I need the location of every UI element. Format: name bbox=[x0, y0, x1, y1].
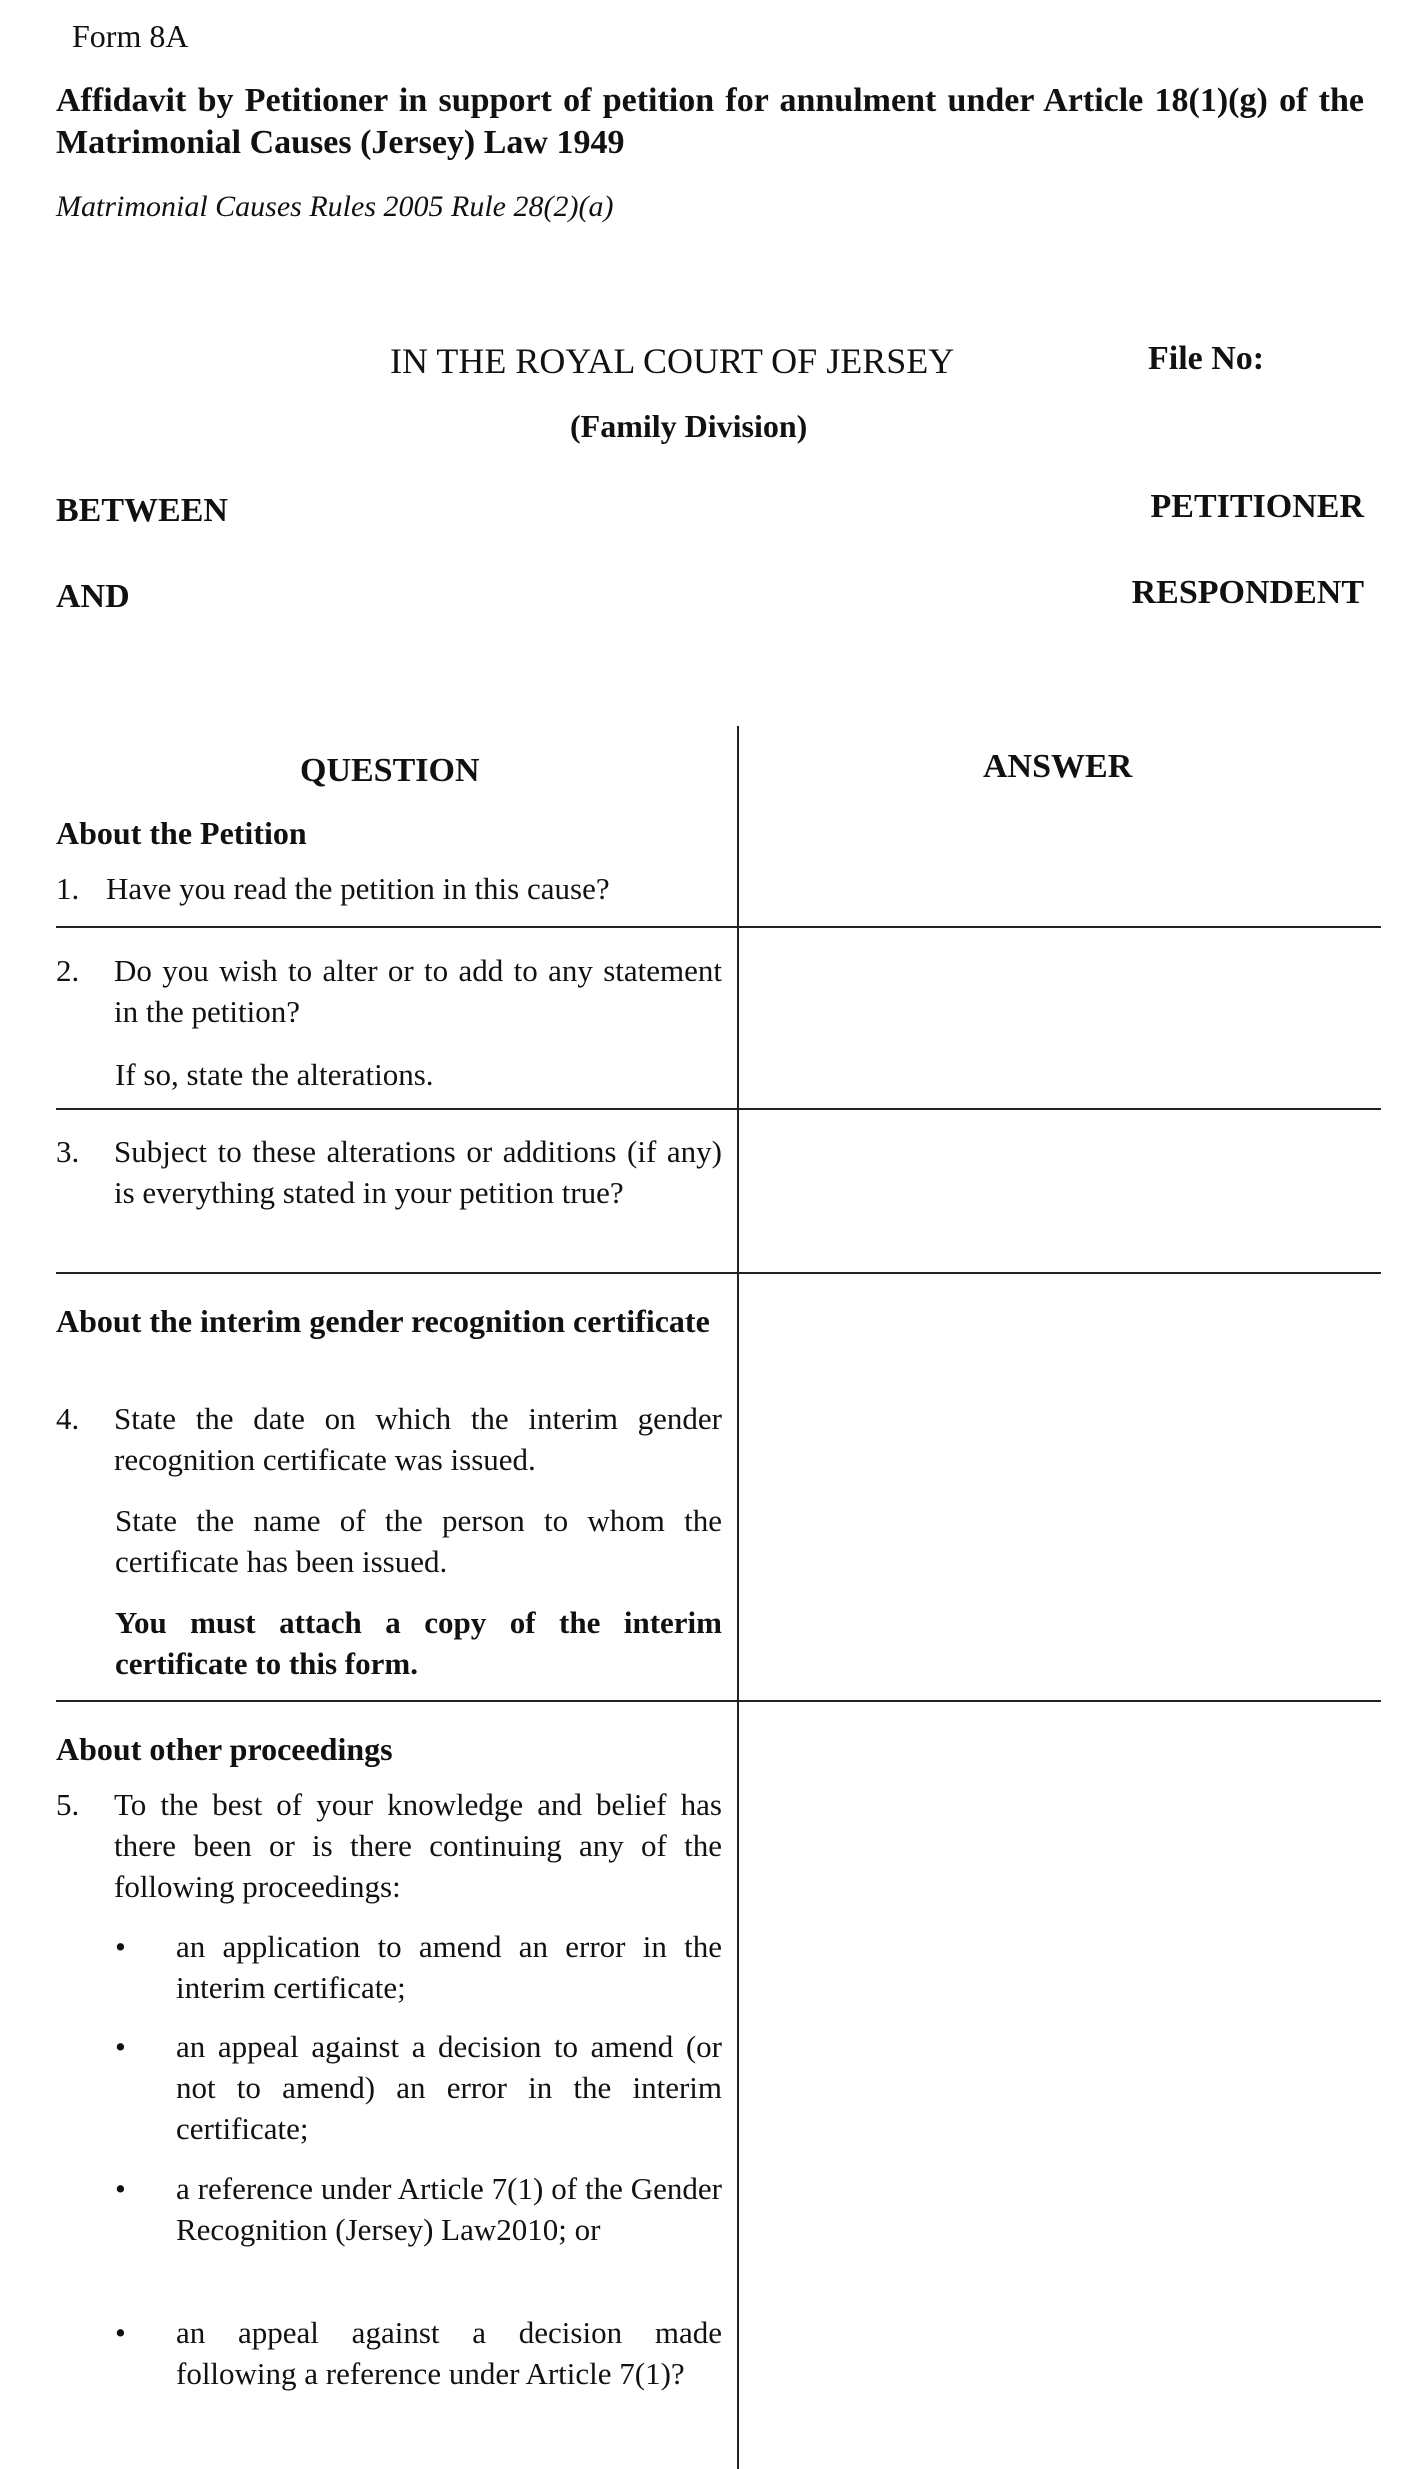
respondent-label: RESPONDENT bbox=[1131, 574, 1364, 611]
list-item bbox=[115, 2168, 722, 2250]
rule-reference: Matrimonial Causes Rules 2005 Rule 28(2)(a) bbox=[56, 190, 614, 223]
question-2-sub: If so, state the alterations. bbox=[115, 1057, 434, 1092]
court-division: (Family Division) bbox=[570, 408, 808, 444]
question-text: Have you read the petition in this cause? bbox=[106, 871, 610, 906]
petitioner-label: PETITIONER bbox=[1150, 488, 1364, 525]
question-text: State the date on which the interim gender recognition certificate was issued. bbox=[114, 1401, 722, 1477]
question-4-sub-name: State the name of the person to whom the certificate has been issued. bbox=[115, 1503, 722, 1579]
row-divider bbox=[56, 926, 1381, 928]
answer-header: ANSWER bbox=[983, 748, 1133, 785]
section-heading-proceedings: About other proceedings bbox=[56, 1731, 393, 1767]
row-divider bbox=[56, 1700, 1381, 1702]
list-item bbox=[115, 2312, 722, 2394]
question-text: To the best of your knowledge and belief has there been or is there continuing any of the following proceedings: bbox=[114, 1787, 722, 1904]
bullet-text: a reference under Article 7(1) of the Gender Recognition (Jersey) Law2010; or bbox=[176, 2171, 722, 2247]
between-label: BETWEEN bbox=[56, 492, 228, 529]
bullet: • bbox=[115, 2029, 126, 2064]
question-2 bbox=[56, 950, 722, 1032]
bullet-text: an appeal against a decision made following a reference under Article 7(1)? bbox=[176, 2315, 722, 2391]
and-label: AND bbox=[56, 578, 130, 615]
file-number-label: File No: bbox=[1148, 340, 1265, 377]
question-number: 2. bbox=[56, 953, 80, 988]
row-divider bbox=[56, 1272, 1381, 1274]
question-number: 4. bbox=[56, 1401, 80, 1436]
bullet-text: an appeal against a decision to amend (or not to amend) an error in the interim certificate; bbox=[176, 2029, 722, 2146]
section-heading-certificate: About the interim gender recognition certificate bbox=[56, 1303, 710, 1339]
question-4 bbox=[56, 1398, 722, 1480]
question-1 bbox=[56, 868, 722, 909]
question-number: 1. bbox=[56, 871, 80, 906]
court-name: IN THE ROYAL COURT OF JERSEY bbox=[390, 341, 955, 381]
column-divider bbox=[737, 726, 739, 2469]
question-text: Subject to these alterations or additions (if any) is everything stated in your petition true? bbox=[114, 1134, 722, 1210]
bullet: • bbox=[115, 1929, 126, 1964]
question-number: 3. bbox=[56, 1134, 80, 1169]
question-number: 5. bbox=[56, 1787, 80, 1822]
bullet-text: an application to amend an error in the interim certificate; bbox=[176, 1929, 722, 2005]
bullet: • bbox=[115, 2315, 126, 2350]
question-5 bbox=[56, 1784, 722, 1907]
form-label: Form 8A bbox=[72, 18, 189, 54]
bullet: • bbox=[115, 2171, 126, 2206]
list-item bbox=[115, 2026, 722, 2149]
section-heading-petition: About the Petition bbox=[56, 815, 307, 851]
row-divider bbox=[56, 1108, 1381, 1110]
question-4-attach-note: You must attach a copy of the interim certificate to this form. bbox=[115, 1605, 722, 1681]
form-title: Affidavit by Petitioner in support of petition for annulment under Article 18(1)(g) of the Matrimonial Causes (Jersey) Law 1949 bbox=[56, 82, 1364, 161]
question-3 bbox=[56, 1131, 722, 1213]
list-item bbox=[115, 1926, 722, 2008]
question-text: Do you wish to alter or to add to any statement in the petition? bbox=[114, 953, 722, 1029]
question-header: QUESTION bbox=[300, 752, 480, 789]
